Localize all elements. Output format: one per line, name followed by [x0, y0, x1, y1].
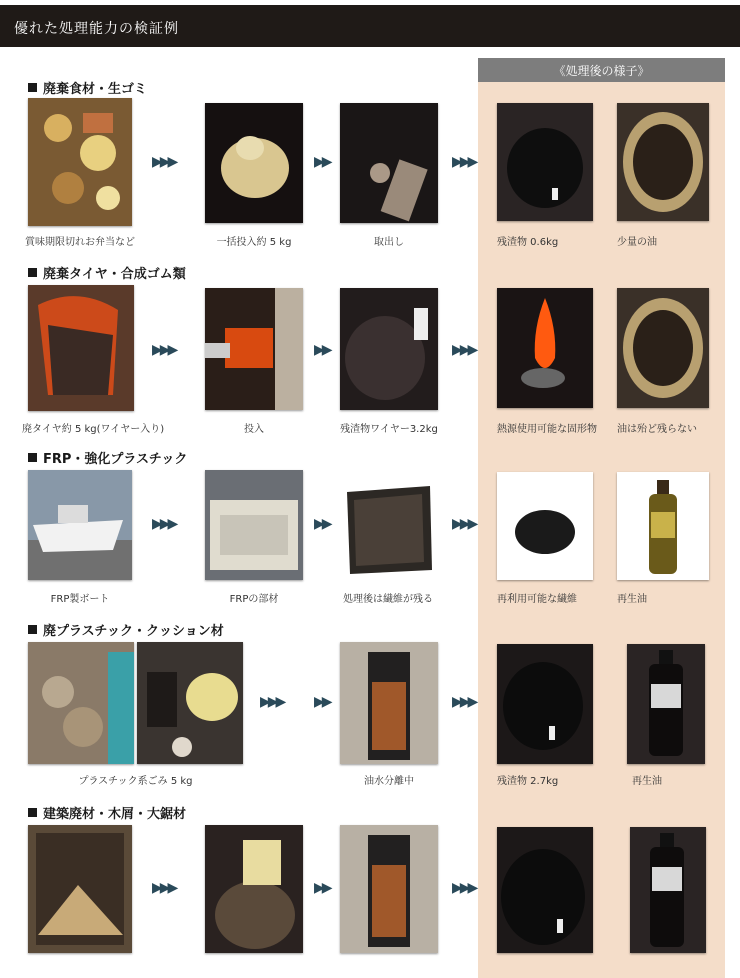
caption: 残渣物 2.7kg [497, 776, 559, 787]
photo-tire-fire [497, 288, 593, 408]
photo-plastic-oil [627, 644, 705, 764]
photo-food-takeout [340, 103, 438, 223]
photo-plastic-waste [28, 642, 134, 764]
page-title: 優れた処理能力の検証例 [14, 21, 179, 37]
arrow-icon: ▶▶▶ [152, 880, 176, 896]
section-title-text: 廃棄タイヤ・合成ゴム類 [43, 267, 186, 282]
photo-frp-part [205, 470, 303, 580]
caption: 再生油 [632, 776, 662, 787]
photo-construction-residue [497, 827, 593, 953]
photo-construction-oil [630, 827, 706, 953]
photo-construction-input [205, 825, 303, 953]
bullet-icon [28, 268, 37, 277]
photo-frp-oil [617, 472, 709, 580]
photo-construction-separation [340, 825, 438, 953]
caption: 投入 [244, 424, 264, 435]
photo-oil-separation [340, 642, 438, 764]
bullet-icon [28, 453, 37, 462]
section-title-plastic [28, 620, 224, 639]
photo-frp-boat [28, 470, 132, 580]
arrow-icon: ▶▶▶ [260, 694, 284, 710]
caption: 賞味期限切れお弁当など [25, 237, 135, 248]
arrow-icon: ▶▶ [314, 342, 330, 358]
section-title-text: FRP・強化プラスチック [43, 452, 188, 467]
arrow-icon: ▶▶▶ [452, 880, 476, 896]
caption: プラスチック系ごみ 5 kg [78, 776, 193, 787]
photo-food-residue [497, 103, 593, 221]
arrow-icon: ▶▶ [314, 154, 330, 170]
arrow-icon: ▶▶▶ [452, 342, 476, 358]
arrow-icon: ▶▶▶ [452, 154, 476, 170]
section-title-text: 廃棄食材・生ゴミ [43, 82, 148, 97]
photo-cushion-waste [137, 642, 243, 764]
photo-food-oil [617, 103, 709, 221]
arrow-icon: ▶▶▶ [152, 154, 176, 170]
bullet-icon [28, 83, 37, 92]
arrow-icon: ▶▶▶ [152, 516, 176, 532]
caption: FRP製ボート [50, 594, 110, 605]
photo-frp-reusable [497, 472, 593, 580]
arrow-icon: ▶▶ [314, 516, 330, 532]
caption: 油水分離中 [364, 776, 414, 787]
section-title-text: 建築廃材・木屑・大鋸材 [43, 807, 187, 822]
section-title-tire [28, 263, 186, 282]
arrow-icon: ▶▶▶ [452, 694, 476, 710]
section-title-frp [28, 448, 187, 467]
section-title-text: 廃プラスチック・クッション材 [43, 624, 224, 639]
bullet-icon [28, 808, 37, 817]
photo-plastic-residue [497, 644, 593, 764]
photo-frp-fiber [342, 482, 434, 580]
photo-tire-wire [340, 288, 438, 410]
caption: 取出し [374, 237, 404, 248]
photo-tire-bag [28, 285, 134, 411]
arrow-icon: ▶▶ [314, 880, 330, 896]
caption: 廃タイヤ約 5 kg(ワイヤー入り) [22, 424, 165, 435]
caption: 一括投入約 5 kg [216, 237, 292, 248]
caption: 油は殆ど残らない [617, 424, 697, 435]
arrow-icon: ▶▶▶ [452, 516, 476, 532]
arrow-icon: ▶▶▶ [152, 342, 176, 358]
arrow-icon: ▶▶ [314, 694, 330, 710]
caption: 熱源使用可能な固形物 [497, 424, 597, 435]
caption: 処理後は繊維が残る [343, 594, 433, 605]
caption: 再生油 [617, 594, 647, 605]
after-panel-title: 《処理後の様子》 [478, 58, 725, 82]
caption: 再利用可能な繊維 [497, 594, 577, 605]
section-title-food [28, 78, 147, 97]
caption: 残渣物 0.6kg [497, 237, 559, 248]
photo-tire-input [205, 288, 303, 410]
caption: 少量の油 [617, 237, 657, 248]
photo-food-bento [28, 98, 132, 226]
photo-tire-oil [617, 288, 709, 408]
photo-food-input [205, 103, 303, 223]
bullet-icon [28, 625, 37, 634]
caption: FRPの部材 [229, 594, 279, 605]
section-title-construction [28, 803, 186, 822]
photo-construction-waste [28, 825, 132, 953]
caption: 残渣物ワイヤー3.2kg [340, 424, 438, 435]
